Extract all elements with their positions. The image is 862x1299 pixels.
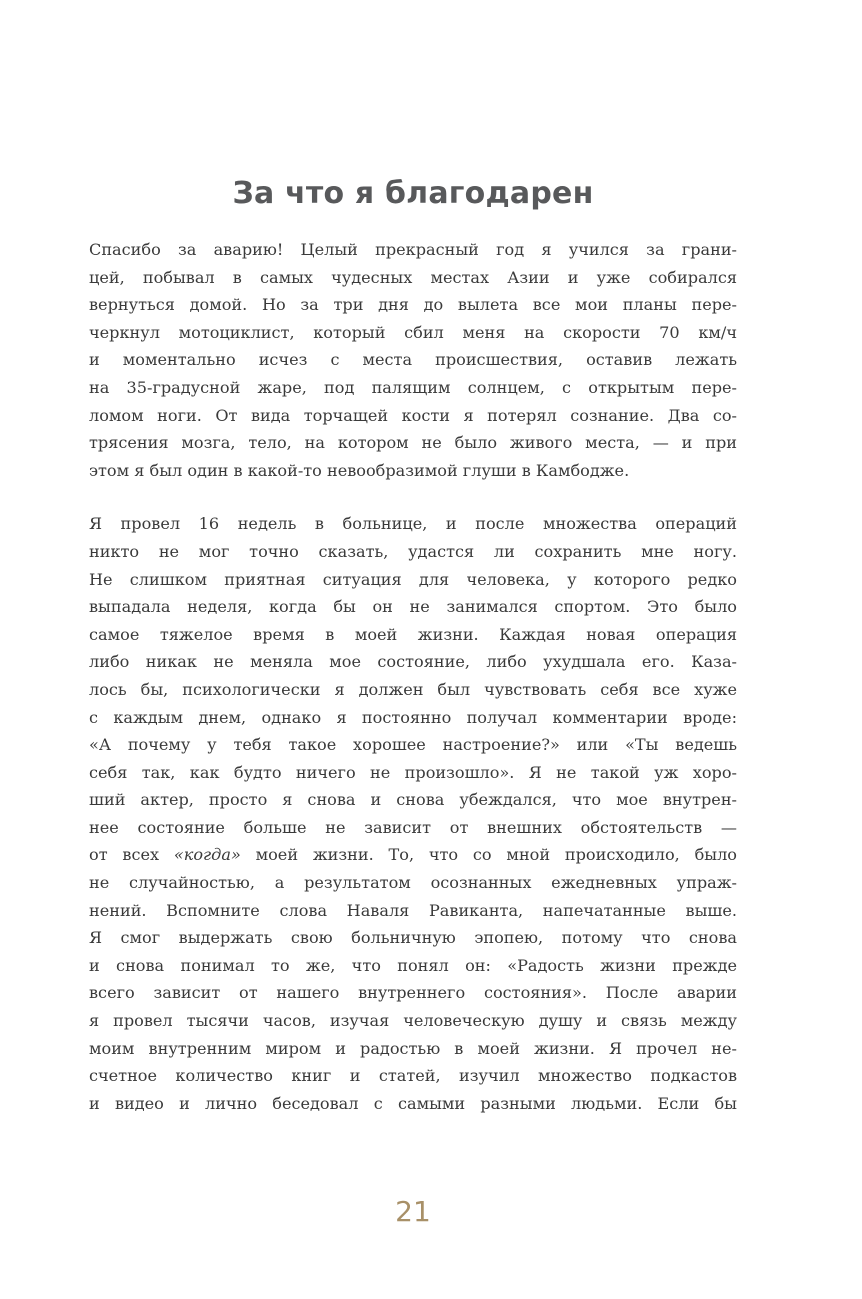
text-line: Спасибо за аварию! Целый прекрасный год я учился за грани- (89, 240, 737, 259)
text-line: лось бы, психологически я должен был чувствовать себя все хуже (89, 679, 737, 699)
text-line: Я смог выдержать свою больничную эпопею, потому что снова (89, 928, 737, 948)
text-line: всего зависит от нашего внутреннего состояния». После аварии (89, 983, 737, 1003)
text-line: счетное количество книг и статей, изучил множество подкастов (89, 1066, 737, 1086)
italic-word: «когда» (173, 845, 241, 865)
page-number: 21 (395, 1195, 431, 1228)
text-line: цей, побывал в самых чудесных местах Азии и уже собирался (89, 267, 737, 287)
chapter-title: За что я благодарен (232, 176, 594, 211)
text-line: трясения мозга, тело, на котором не было живого места, — и при (89, 433, 737, 453)
text-line: не случайностью, а результатом осознанных ежедневных упраж- (89, 873, 737, 893)
text-line: моим внутренним миром и радостью в моей жизни. Я прочел не- (89, 1038, 737, 1058)
body-text (89, 236, 737, 1117)
text-line-with-italic (89, 841, 737, 869)
text-line: я провел тысячи часов, изучая человеческую душу и связь между (89, 1011, 737, 1031)
text-line: с каждым днем, однако я постоянно получал комментарии вроде: (89, 707, 737, 727)
text-line: черкнул мотоциклист, который сбил меня на скорости 70 км/ч (89, 322, 737, 342)
text-fragment: моей жизни. То, что со мной происходило, было (240, 845, 737, 865)
text-line: нений. Вспомните слова Наваля Равиканта, напечатанные выше. (89, 900, 737, 920)
text-line: «А почему у тебя такое хорошее настроение?» или «Ты ведешь (89, 735, 737, 755)
text-fragment: от всех (89, 845, 174, 865)
text-line: никто не мог точно сказать, удастся ли сохранить мне ногу. (89, 541, 737, 561)
text-line: самое тяжелое время в моей жизни. Каждая новая операция (89, 624, 737, 644)
text-line: Я провел 16 недель в больнице, и после множества операций (89, 514, 737, 534)
text-line: нее состояние больше не зависит от внешних обстоятельств — (89, 817, 737, 837)
text-line: Не слишком приятная ситуация для человека, у которого редко (89, 569, 737, 589)
text-line: ломом ноги. От вида торчащей кости я потерял сознание. Два со- (89, 405, 737, 425)
text-line: и снова понимал то же, что понял он: «Радость жизни прежде (89, 955, 737, 975)
paragraph-1 (89, 236, 737, 484)
text-line: вернуться домой. Но за три дня до вылета все мои планы пере- (89, 295, 737, 315)
text-line: либо никак не меняла мое состояние, либо ухудшала его. Каза- (89, 652, 737, 672)
text-line: и моментально исчез с места происшествия, оставив лежать (89, 350, 737, 370)
text-line: на 35-градусной жаре, под палящим солнцем, с открытым пере- (89, 377, 737, 397)
text-line: этом я был один в какой-то невообразимой глуши в Камбодже. (89, 460, 630, 480)
text-line: ший актер, просто я снова и снова убеждался, что мое внутрен- (89, 790, 737, 810)
text-line: и видео и лично беседовал с самыми разными людьми. Если бы (89, 1093, 737, 1113)
text-line: выпадала неделя, когда бы он не занимался спортом. Это было (89, 597, 737, 617)
paragraph-2 (89, 510, 737, 1117)
paragraph-gap (89, 484, 737, 510)
text-line: себя так, как будто ничего не произошло». Я не такой уж хоро- (89, 762, 737, 782)
